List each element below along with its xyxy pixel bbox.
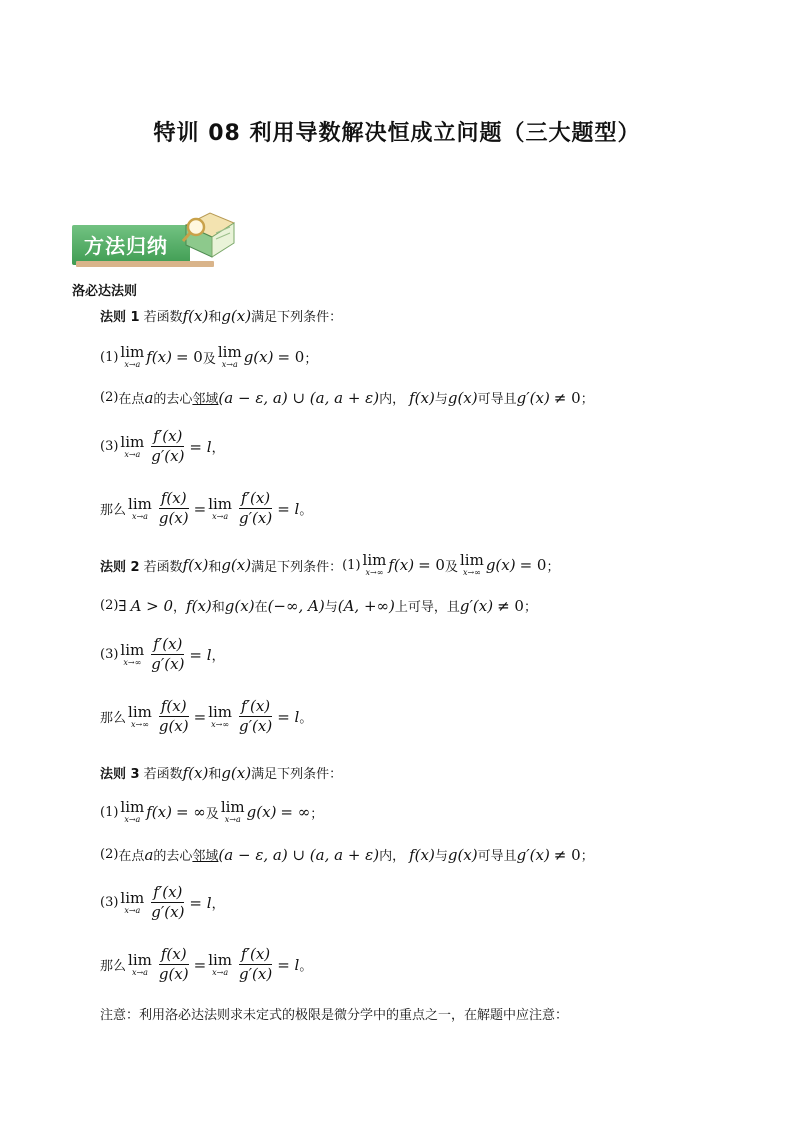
math-interval2: (A, +∞) — [337, 596, 395, 615]
math-eql: = l — [277, 955, 300, 974]
fraction: $\frac{f(x)}{g(x)}$ — [158, 697, 189, 736]
text-at-point: 在点 — [118, 392, 145, 407]
math-eql: = l — [277, 499, 300, 518]
cond-num: (2) — [100, 847, 119, 862]
rule1-intro — [100, 306, 342, 325]
book-magnifier-icon — [182, 205, 238, 265]
math-eql: = l — [277, 707, 300, 726]
limit-symbol: lim x→a — [120, 343, 145, 369]
page-title: 特训 08 利用导数解决恒成立问题（三大题型） — [153, 121, 641, 146]
math-eq: = — [193, 707, 207, 726]
text-intro: 若函数 — [143, 310, 183, 325]
math-eq0: = 0 — [418, 556, 445, 574]
cond-num: (3) — [100, 895, 119, 911]
math-eql: = l — [189, 893, 212, 912]
text-then: 那么 — [100, 503, 127, 519]
math-fx: f(x) — [409, 388, 435, 407]
text-ji: 及 — [202, 351, 216, 367]
text-zai: 在 — [254, 600, 268, 615]
math-eq0: = 0 — [277, 348, 305, 366]
text-comma: ， — [211, 441, 225, 457]
math-fx: f(x) — [182, 556, 209, 574]
limit-symbol: lim x→∞ — [208, 702, 233, 729]
text-and: 和 — [208, 559, 222, 575]
fraction: $\frac{f'(x)}{g'(x)}$ — [239, 697, 273, 736]
text-comma: ， — [211, 897, 225, 913]
rule2-cond3 — [100, 636, 225, 674]
math-eqinf: = ∞ — [175, 803, 206, 821]
text-period: 。 — [299, 711, 313, 727]
math-fx: f(x) — [409, 845, 435, 864]
fraction: $\frac{f(x)}{g(x)}$ — [158, 489, 189, 528]
text-ji: 及 — [444, 559, 458, 575]
cond-num: (1) — [342, 557, 361, 573]
text-derivable-on: 上可导，且 — [394, 600, 460, 615]
text-deleted: 的去心 — [153, 392, 193, 407]
limit-symbol: lim x→a — [128, 494, 152, 521]
rule2-conclusion — [100, 698, 312, 736]
math-fx: f(x) — [182, 306, 209, 325]
text-deleted: 的去心 — [153, 849, 193, 864]
math-fx: f(x) — [186, 596, 212, 615]
cond-num: (3) — [100, 439, 119, 455]
text-then: 那么 — [100, 959, 127, 975]
note-text: 注意：利用洛必达法则求未定式的极限是微分学中的重点之一，在解题中应注意： — [100, 1008, 569, 1023]
text-semi: ； — [580, 849, 594, 864]
math-a: a — [144, 388, 154, 407]
fraction: $\frac{f(x)}{g(x)}$ — [158, 945, 189, 984]
text-intro: 若函数 — [143, 767, 183, 782]
rule3-cond3 — [100, 884, 225, 922]
rule2-label: 法则 2 — [100, 559, 140, 575]
cond-num: (2) — [100, 598, 119, 613]
limit-symbol: lim x→a — [128, 950, 152, 977]
text-and: 和 — [208, 767, 222, 782]
limit-symbol: lim x→∞ — [362, 551, 387, 577]
cond-num: (1) — [100, 804, 119, 820]
math-gpx: g′(x) — [516, 845, 550, 864]
math-eql: = l — [189, 437, 212, 456]
math-gpx: g′(x) — [516, 388, 550, 407]
rule1-cond2 — [100, 388, 594, 407]
math-gx: g(x) — [221, 306, 252, 325]
rule1-conclusion — [100, 490, 312, 528]
math-interval1: (−∞, A) — [267, 596, 325, 615]
math-gx: g(x) — [447, 388, 478, 407]
math-neq0: ≠ 0 — [553, 845, 581, 864]
limit-symbol: lim x→a — [120, 432, 145, 459]
text-ji: 及 — [205, 806, 219, 822]
limit-symbol: lim x→∞ — [128, 702, 152, 729]
math-gx: g(x) — [485, 556, 516, 574]
math-a: a — [144, 845, 154, 864]
math-fx: f(x) — [388, 556, 415, 574]
fraction: $\frac{f'(x)}{g'(x)}$ — [151, 427, 185, 466]
rule1-cond1 — [100, 345, 317, 369]
rule3-cond1 — [100, 800, 323, 824]
math-neq0: ≠ 0 — [553, 388, 581, 407]
math-neq0: ≠ 0 — [497, 596, 524, 615]
text-satisfy: 满足下列条件： — [251, 767, 343, 782]
rule1-label: 法则 1 — [100, 310, 140, 325]
limit-symbol: lim x→∞ — [120, 640, 145, 667]
fraction: $\frac{f'(x)}{g'(x)}$ — [239, 489, 273, 528]
math-eq: = — [193, 499, 207, 518]
math-exists: ∃ — [118, 596, 127, 615]
text-yu: 与 — [434, 849, 448, 864]
math-neighborhood-set: (a − ε, a) ∪ (a, a + ε) — [218, 388, 380, 407]
limit-symbol: lim x→a — [120, 888, 145, 915]
text-comma: ， — [211, 649, 225, 665]
text-semi: ； — [310, 806, 324, 822]
limit-symbol: lim x→a — [220, 798, 245, 824]
limit-symbol: lim x→a — [208, 494, 233, 521]
rule1-cond3 — [100, 428, 225, 466]
text-yu: 与 — [434, 392, 448, 407]
text-satisfy: 满足下列条件： — [251, 559, 343, 575]
cond-num: (2) — [100, 390, 119, 405]
rule3-conclusion — [100, 946, 312, 984]
math-fx: f(x) — [182, 763, 209, 782]
math-eqinf: = ∞ — [280, 803, 311, 821]
math-eql: = l — [189, 645, 212, 664]
text-satisfy: 满足下列条件： — [251, 310, 343, 325]
limit-symbol: lim x→a — [120, 798, 145, 824]
text-period: 。 — [299, 503, 313, 519]
math-gx: g(x) — [447, 845, 478, 864]
math-gx: g(x) — [243, 348, 274, 366]
banner-label: 方法归纳 — [84, 234, 168, 258]
cond-num: (1) — [100, 349, 119, 365]
fraction: $\frac{f'(x)}{g'(x)}$ — [151, 883, 185, 922]
math-gx: g(x) — [246, 803, 277, 821]
math-eq: = — [193, 955, 207, 974]
math-eq0: = 0 — [519, 556, 547, 574]
math-gx: g(x) — [221, 556, 252, 574]
text-derivable: 可导且 — [477, 849, 517, 864]
text-and: 和 — [208, 310, 222, 325]
math-eq0: = 0 — [175, 348, 203, 366]
method-summary-banner — [72, 205, 242, 269]
rule2-intro — [100, 553, 559, 577]
limit-symbol: lim x→a — [217, 343, 242, 369]
text-neighborhood: 邻域 — [192, 392, 219, 407]
text-at-point: 在点 — [118, 849, 145, 864]
math-A-gt0: A > 0 — [130, 596, 174, 615]
text-within: 内， — [379, 392, 406, 407]
rule3-cond2 — [100, 845, 594, 864]
text-period: 。 — [299, 959, 313, 975]
fraction: $\frac{f'(x)}{g'(x)}$ — [239, 945, 273, 984]
cond-num: (3) — [100, 647, 119, 663]
limit-symbol: lim x→∞ — [459, 551, 484, 577]
text-within: 内， — [379, 849, 406, 864]
rule3-label: 法则 3 — [100, 767, 140, 782]
text-derivable: 可导且 — [477, 392, 517, 407]
text-semi: ； — [546, 559, 560, 575]
rule2-cond2 — [100, 596, 537, 615]
section-heading: 洛必达法则 — [72, 284, 138, 299]
fraction: $\frac{f'(x)}{g'(x)}$ — [151, 635, 185, 674]
text-semi: ； — [523, 600, 537, 615]
text-intro: 若函数 — [143, 559, 183, 575]
text-then: 那么 — [100, 711, 127, 727]
rule3-intro — [100, 763, 342, 782]
text-comma: ， — [173, 600, 187, 615]
math-fx: f(x) — [146, 348, 172, 366]
text-semi: ； — [580, 392, 594, 407]
text-semi: ； — [304, 351, 318, 367]
math-gx: g(x) — [224, 596, 255, 615]
math-neighborhood-set: (a − ε, a) ∪ (a, a + ε) — [218, 845, 380, 864]
text-and: 和 — [211, 600, 225, 615]
text-yu: 与 — [324, 600, 338, 615]
text-neighborhood: 邻域 — [192, 849, 219, 864]
math-gpx: g′(x) — [459, 596, 494, 615]
math-fx: f(x) — [146, 803, 172, 821]
limit-symbol: lim x→a — [208, 950, 233, 977]
math-gx: g(x) — [221, 763, 252, 782]
